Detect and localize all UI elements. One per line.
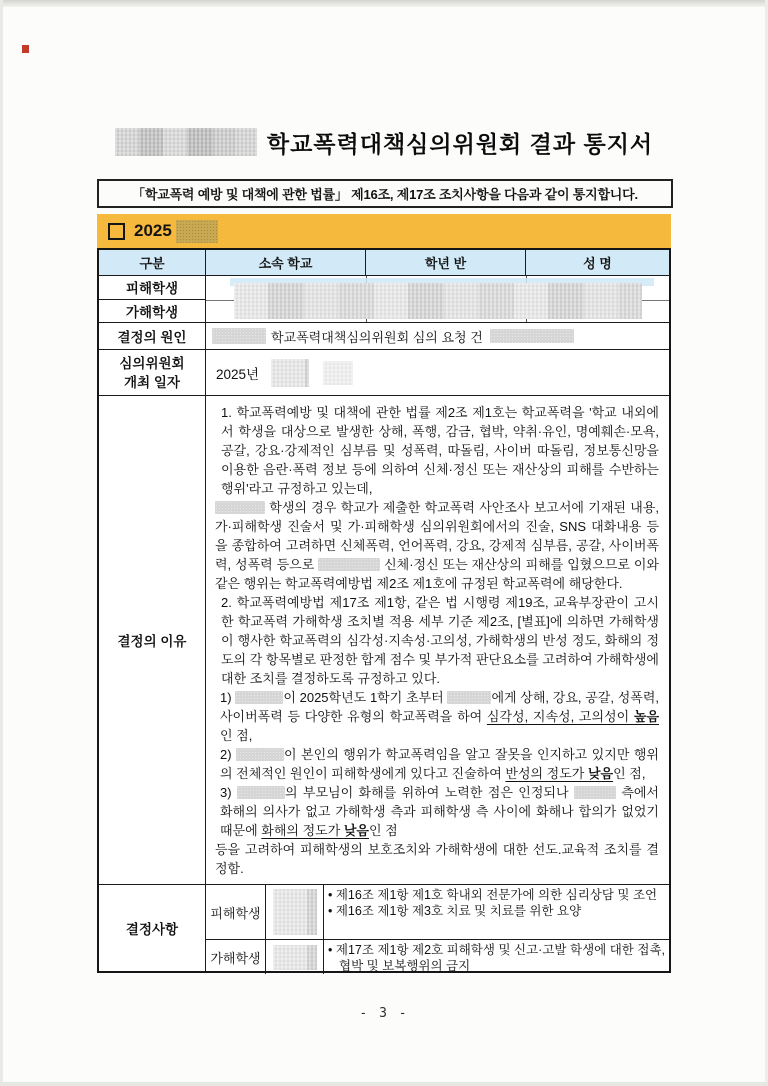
page-edge-top: [0, 0, 768, 7]
item-text: 인 점,: [613, 766, 646, 781]
underlined-text: 심각성, 지속성, 고의성이: [486, 709, 634, 724]
reason-paragraph-2a: 학생의 경우 학교가 제출한 학교폭력 사안조사 보고서에 기재된 내용, 가·피해학생 진술서 및 가·피해학생 심의위원회에서의 진술, SNS 대화내용 등을 종합하여 고려하면 신체폭력, 언어폭력, 강요, 강제적 심부름, 공갈, 사이버폭력, 성폭력 등으로: [215, 500, 659, 572]
case-number-redaction: [176, 220, 218, 243]
name-redaction: [574, 786, 616, 799]
reason-item-1: [215, 688, 659, 745]
reason-label: 결정의 이유: [99, 396, 206, 884]
emphasized-text: 높음: [633, 709, 660, 724]
committee-date-label-line1: 심의위원회: [119, 355, 185, 371]
cause-redaction-1: [212, 328, 266, 344]
cause-redaction-2: [490, 329, 574, 343]
decision-victim-bullets: [324, 885, 669, 939]
item-text: 이 본인의 행위가 학교폭력임을 알고 잘못을 인지하고 있지만 행위의 전체적인 원인이 피해학생에게 있다고 진술하여: [220, 747, 659, 781]
table-header-row: [99, 250, 669, 276]
item-text: 에게 상해, 강요, 공갈, 성폭력, 사이버폭력 등 다양한 유형의 학교폭력을 하여: [220, 690, 659, 724]
item-text: 측에서 화해의 의사가 없고 가해학생 측과 피해학생 측 사이에 화해나 합의가 없었기 때문에: [220, 785, 659, 838]
date-redaction-1: [271, 359, 309, 387]
student-rows-content: [206, 276, 669, 322]
redaction-block: [273, 945, 317, 970]
reason-paragraph-1: 1. 학교폭력예방 및 대책에 관한 법률 제2조 제1호는 학교폭력을 '학교 내외에서 학생을 대상으로 발생한 상해, 폭행, 감금, 협박, 약취·유인, 명예훼손·모욕, 공갈, 강요·강제적인 심부름 및 성폭력, 따돌림, 사이버 따돌림, 정보통신망을 이용한 음란·폭력 정보 등에 의하여 신체·정신 또는 재산상의 피해를 수반하는 행위'라고 규정하고 있는데,: [221, 405, 659, 496]
page-edge-left: [0, 0, 3, 1086]
checkbox-icon: [108, 223, 125, 240]
result-table: [97, 248, 671, 973]
cause-text: 학교폭력대책심의위원회 심의 요청 건: [271, 329, 483, 345]
name-redaction: [237, 786, 285, 799]
notice-text: 「학교폭력 예방 및 대책에 관한 법률」 제16조, 제17조 조치사항을 다음과 같이 통지합니다.: [132, 187, 638, 202]
item-text: 인 점: [369, 823, 398, 838]
reason-item-2: [215, 745, 659, 783]
student-rows: [99, 276, 669, 323]
decision-label: 결정사항: [99, 885, 206, 971]
student-info-redaction: [234, 283, 642, 319]
victim-row-label: 피해학생: [99, 276, 205, 300]
emphasized-text: 낮음: [587, 766, 614, 781]
decision-victim-label: 피해학생: [206, 885, 266, 939]
header-name: 성 명: [583, 256, 612, 271]
title-redaction-block: [115, 128, 257, 156]
item-number: 3): [220, 785, 237, 800]
committee-date-label-line2: 개최 일자: [124, 374, 180, 390]
committee-date-row: [99, 350, 669, 396]
item-text: 이 2025학년도 1학기 초부터: [283, 690, 448, 705]
date-redaction-2: [323, 361, 353, 385]
decision-content: [206, 885, 669, 971]
emphasized-text: 낮음: [343, 823, 369, 838]
student-row-labels: [99, 276, 206, 322]
reason-content: [206, 396, 669, 884]
decision-bullet: • 제16조 제1항 제1호 학내외 전문가에 의한 심리상담 및 조언: [328, 887, 665, 903]
header-category: 구분: [99, 250, 206, 275]
decision-bullet: • 제16조 제1항 제3호 치료 및 치료를 위한 요양: [328, 903, 665, 919]
decision-offender-redaction-cell: [266, 940, 324, 974]
notice-box: [97, 179, 673, 208]
cause-row: [99, 323, 669, 350]
redaction-block: [273, 889, 317, 935]
header-school: 소속 학교: [206, 250, 366, 275]
reason-paragraph-2b: 신체·정신 또는 재산상의 피해를 입혔으므로 이와 같은 행위는 학교폭력예방법 제2조 제1호에 규정된 학교폭력에 해당한다.: [215, 557, 659, 591]
committee-date-label: [99, 350, 206, 395]
decision-offender-bullets: [324, 940, 669, 974]
item-number: 1): [220, 690, 236, 705]
name-redaction: [447, 691, 491, 704]
reason-row: [99, 396, 669, 885]
page-number: - 3 -: [359, 1006, 409, 1021]
decision-offender-label: 가해학생: [206, 940, 266, 974]
reason-item-3: [215, 783, 659, 840]
decision-offender-row: [206, 940, 669, 971]
page-edge-bottom: [0, 1082, 768, 1086]
committee-date-content: [206, 350, 669, 395]
page-title: 학교폭력대책심의위원회 결과 통지서: [266, 131, 654, 157]
item-text: 의 부모님이 화해를 위하여 노력한 점은 인정되나: [284, 785, 574, 800]
decision-bullet: • 제17조 제1항 제2호 피해학생 및 신고·고발 학생에 대한 접촉, 협박 및 보복행위의 금지: [328, 942, 665, 974]
red-stamp-mark: [22, 45, 29, 53]
cause-content: [206, 323, 669, 349]
committee-date-value: 2025년: [216, 366, 260, 382]
name-redaction: [318, 558, 380, 571]
case-year: 2025: [134, 221, 172, 240]
underlined-text: 화해의 정도가: [261, 823, 344, 838]
cause-label: 결정의 원인: [99, 323, 206, 349]
name-redaction: [235, 691, 283, 704]
name-redaction: [215, 501, 265, 514]
decision-victim-redaction-cell: [266, 885, 324, 939]
underlined-text: 반성의 정도가: [505, 766, 588, 781]
item-text: 인 점,: [220, 728, 253, 743]
reason-closing: 등을 고려하여 피해학생의 보호조치와 가해학생에 대한 선도.교육적 조치를 결정함.: [215, 842, 659, 876]
reason-paragraph-2: [215, 498, 659, 593]
header-grade-class: 학년 반: [366, 250, 526, 275]
case-number-bar: [97, 214, 671, 248]
title-row: [0, 126, 768, 159]
name-redaction: [236, 748, 284, 761]
decision-row: [99, 885, 669, 971]
reason-paragraph-3: 2. 학교폭력예방법 제17조 제1항, 같은 법 시행령 제19조, 교육부장관이 고시한 학교폭력 가해학생 조치별 적용 세부 기준 제2조, [별표]에 의하면 가해학생이 행사한 학교폭력의 심각성·지속성·고의성, 가해학생의 반성 정도, 화해의 정도의 각 항목별로 판정한 합계 점수 및 부가적 판단요소를 고려하여 가해학생에 대한 조치를 결정하도록 규정하고 있다.: [221, 595, 659, 686]
item-number: 2): [220, 747, 237, 762]
decision-victim-row: [206, 885, 669, 940]
offender-row-label: 가해학생: [125, 304, 179, 320]
